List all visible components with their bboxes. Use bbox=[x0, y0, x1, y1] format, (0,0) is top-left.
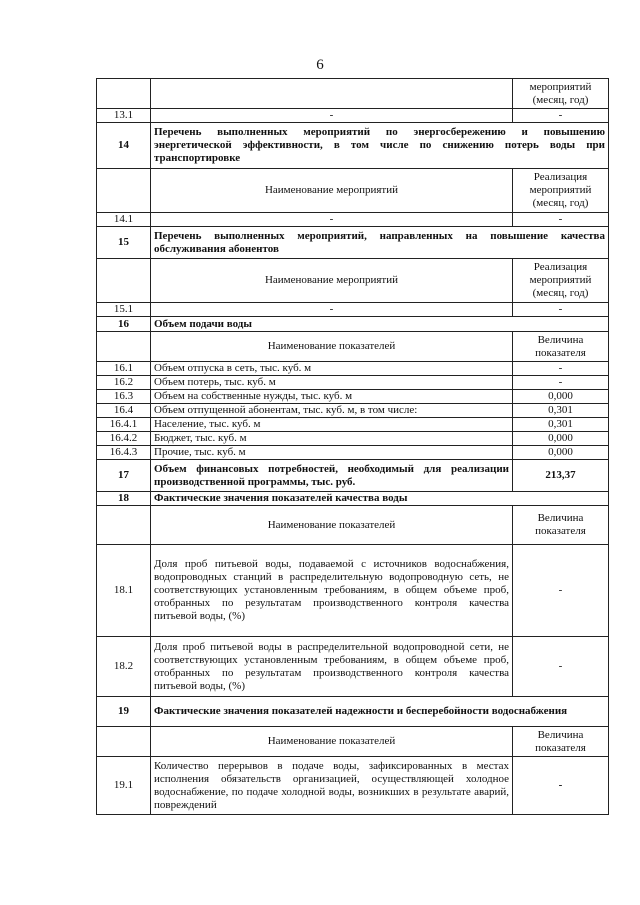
section-title: Объем подачи воды bbox=[151, 317, 609, 332]
row-number: 16.4.3 bbox=[97, 446, 151, 460]
row-number: 13.1 bbox=[97, 109, 151, 123]
cell-name: Прочие, тыс. куб. м bbox=[151, 446, 513, 460]
page-number: 6 bbox=[316, 57, 324, 73]
row-number: 18.1 bbox=[97, 545, 151, 637]
column-header-value: Величина показателя bbox=[513, 332, 609, 362]
cell-num bbox=[97, 169, 151, 213]
column-header-name: Наименование мероприятий bbox=[151, 169, 513, 213]
cell-value: 0,000 bbox=[513, 432, 609, 446]
report-table bbox=[96, 78, 609, 815]
section-row bbox=[97, 492, 609, 506]
section-row bbox=[97, 460, 609, 492]
table-row bbox=[97, 545, 609, 637]
cell-value: - bbox=[513, 376, 609, 390]
cell-num bbox=[97, 259, 151, 303]
section-title: Перечень выполненных мероприятий, направленных на повышение качества обслуживания абонентов bbox=[151, 227, 609, 259]
column-header-name: Наименование показателей bbox=[151, 727, 513, 757]
row-number: 16.2 bbox=[97, 376, 151, 390]
cell-name: Объем отпущенной абонентам, тыс. куб. м, в том числе: bbox=[151, 404, 513, 418]
cell-value: - bbox=[513, 545, 609, 637]
row-number: 19.1 bbox=[97, 757, 151, 815]
header-row bbox=[97, 169, 609, 213]
table-row bbox=[97, 79, 609, 109]
table-row bbox=[97, 213, 609, 227]
section-number: 18 bbox=[97, 492, 151, 506]
table-row bbox=[97, 637, 609, 697]
cell-name: - bbox=[151, 213, 513, 227]
cell-num bbox=[97, 727, 151, 757]
cell-name: Доля проб питьевой воды, подаваемой с источников водоснабжения, водопроводных станций в распределительную водопроводную сеть, не соответствующих установленным требованиям, в общем объеме проб, отобранных по результатам производственного контроля качества питьевой воды, (%) bbox=[151, 545, 513, 637]
cell-name: Объем отпуска в сеть, тыс. куб. м bbox=[151, 362, 513, 376]
section-number: 16 bbox=[97, 317, 151, 332]
header-row bbox=[97, 506, 609, 545]
cell-value: 213,37 bbox=[513, 460, 609, 492]
cell-value: - bbox=[513, 757, 609, 815]
table-row bbox=[97, 432, 609, 446]
table-row bbox=[97, 390, 609, 404]
table-row bbox=[97, 418, 609, 432]
section-row bbox=[97, 123, 609, 169]
section-title: Фактические значения показателей качества воды bbox=[151, 492, 609, 506]
header-row bbox=[97, 332, 609, 362]
row-number: 16.4.1 bbox=[97, 418, 151, 432]
row-number: 15.1 bbox=[97, 303, 151, 317]
header-row bbox=[97, 727, 609, 757]
cell-name: Количество перерывов в подаче воды, зафиксированных в местах исполнения обязательств организацией, осуществляющей холодное водоснабжение, по подаче холодной воды, возникших в результате аварий, повреждений bbox=[151, 757, 513, 815]
cell-name: Бюджет, тыс. куб. м bbox=[151, 432, 513, 446]
cell-name bbox=[151, 79, 513, 109]
section-number: 17 bbox=[97, 460, 151, 492]
table-row bbox=[97, 446, 609, 460]
column-header-value: Реализация мероприятий (месяц, год) bbox=[513, 169, 609, 213]
section-row bbox=[97, 697, 609, 727]
cell-value: 0,000 bbox=[513, 390, 609, 404]
section-number: 15 bbox=[97, 227, 151, 259]
cell-value: 0,301 bbox=[513, 418, 609, 432]
section-number: 14 bbox=[97, 123, 151, 169]
cell-value: - bbox=[513, 362, 609, 376]
cell-name: Объем потерь, тыс. куб. м bbox=[151, 376, 513, 390]
section-row bbox=[97, 317, 609, 332]
cell-value: - bbox=[513, 109, 609, 123]
table-row bbox=[97, 376, 609, 390]
cell-num bbox=[97, 506, 151, 545]
table-row bbox=[97, 404, 609, 418]
cell-num bbox=[97, 332, 151, 362]
cell-name: - bbox=[151, 109, 513, 123]
cell-value: - bbox=[513, 303, 609, 317]
column-header-value: Величина показателя bbox=[513, 506, 609, 545]
column-header-name: Наименование показателей bbox=[151, 332, 513, 362]
row-number: 16.3 bbox=[97, 390, 151, 404]
column-header-value: Реализация мероприятий (месяц, год) bbox=[513, 259, 609, 303]
table-row bbox=[97, 303, 609, 317]
section-title: Перечень выполненных мероприятий по энергосбережению и повышению энергетической эффективности, в том числе по снижению потерь воды при транспортировке bbox=[151, 123, 609, 169]
cell-name: - bbox=[151, 303, 513, 317]
header-row bbox=[97, 259, 609, 303]
row-number: 16.4.2 bbox=[97, 432, 151, 446]
cell-value: 0,301 bbox=[513, 404, 609, 418]
cell-name: Объем на собственные нужды, тыс. куб. м bbox=[151, 390, 513, 404]
column-header-value: Величина показателя bbox=[513, 727, 609, 757]
section-title: Фактические значения показателей надежности и бесперебойности водоснабжения bbox=[151, 697, 609, 727]
table-row bbox=[97, 109, 609, 123]
row-number: 16.1 bbox=[97, 362, 151, 376]
cell-value: - bbox=[513, 213, 609, 227]
table-row bbox=[97, 362, 609, 376]
row-number: 14.1 bbox=[97, 213, 151, 227]
table-row bbox=[97, 757, 609, 815]
section-row bbox=[97, 227, 609, 259]
cell-name: Население, тыс. куб. м bbox=[151, 418, 513, 432]
row-number: 18.2 bbox=[97, 637, 151, 697]
cell-value: мероприятий (месяц, год) bbox=[513, 79, 609, 109]
column-header-name: Наименование показателей bbox=[151, 506, 513, 545]
section-title: Объем финансовых потребностей, необходимый для реализации производственной программы, тыс. руб. bbox=[151, 460, 513, 492]
row-number: 16.4 bbox=[97, 404, 151, 418]
column-header-name: Наименование мероприятий bbox=[151, 259, 513, 303]
cell-name: Доля проб питьевой воды в распределительной водопроводной сети, не соответствующих установленным требованиям, в общем объеме проб, отобранных по результатам производственного контроля качества питьевой воды, (%) bbox=[151, 637, 513, 697]
cell-value: - bbox=[513, 637, 609, 697]
cell-num bbox=[97, 79, 151, 109]
section-number: 19 bbox=[97, 697, 151, 727]
cell-value: 0,000 bbox=[513, 446, 609, 460]
